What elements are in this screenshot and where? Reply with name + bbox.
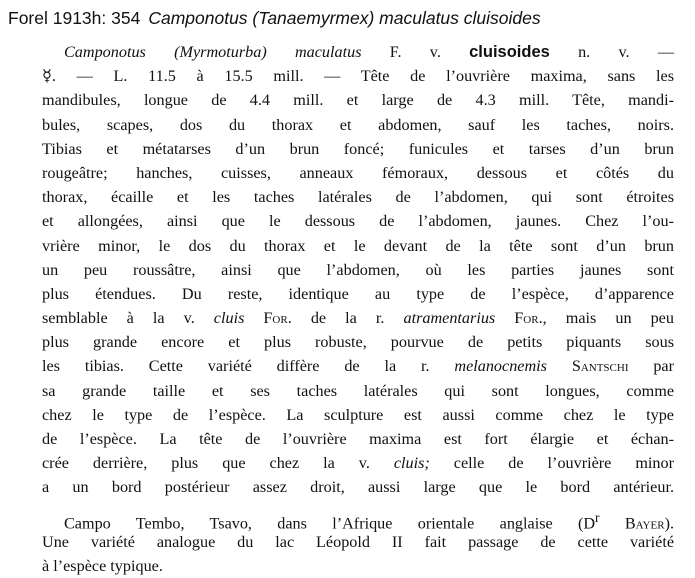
page-header (8, 8, 688, 29)
text-line: a un bord postérieur assez droit, aussi large que le bord antérieur. (42, 478, 674, 497)
text-line: plus grande encore et plus robuste, pourvue de petits piquants sous (42, 333, 674, 352)
citation: Forel 1913h: 354 (8, 8, 141, 28)
text-line: Camponotus (Myrmoturba) maculatus F. v. cluisoides n. v. — (64, 43, 675, 61)
locality-line: Campo Tembo, Tsavo, dans l’Afrique orientale anglaise ($D^r$ Bayer). (64, 509, 674, 532)
new-taxon-name: cluisoides (469, 43, 550, 61)
variety-name: cluis; (393, 454, 430, 473)
text-line: un peu roussâtre, ainsi que l’abdomen, où les parties jaunes sont (42, 260, 674, 279)
text-line: semblable à la v. cluis For. de la r. atramentarius For., mais un peu (42, 309, 674, 328)
text-line: rougeâtre; hanches, cuisses, anneaux fémoraux, dessous et côtés du (42, 163, 674, 182)
text-line: les tibias. Cette variété diffère de la r. melanocnemis Santschi par (42, 357, 675, 376)
text-line: thorax, écaille et les taches latérales de l’abdomen, qui sont étroites (42, 188, 674, 207)
variety-name: cluis (213, 309, 245, 328)
collector-name: Bayer (599, 513, 665, 532)
taxon-name: Camponotus (Myrmoturba) maculatus (64, 43, 362, 61)
race-name: atramentarius (403, 309, 496, 328)
author-name: For (244, 309, 288, 328)
locality-line: Une variété analogue du lac Léopold II fait passage de cette variété (42, 532, 674, 551)
locality-line: à l’espèce typique. (42, 556, 163, 575)
text-line: bules, scapes, dos du thorax et abdomen, sauf les taches, noirs. (42, 115, 674, 134)
text-line: ☿. — L. 11.5 à 15.5 mill. — Tête de l’ouvrière maxima, sans les (42, 67, 674, 86)
header-taxon-name: Camponotus (Tanaemyrmex) maculatus cluisoides (148, 8, 541, 28)
author-name: Santschi (546, 357, 629, 376)
description-text (42, 40, 674, 578)
text-line: et allongées, ainsi que le dessous de l’abdomen, jaunes. Chez l’ou- (42, 212, 674, 231)
text-line: Tibias et métatarses d’un brun foncé; funicules et tarses d’un brun (42, 139, 674, 158)
text-line: crée derrière, plus que chez la v. cluis; celle de l’ouvrière minor (42, 454, 675, 473)
race-name: melanocnemis (454, 357, 547, 376)
author-name: For (495, 309, 539, 328)
text-line: mandibules, longue de 4.4 mill. et large de 4.3 mill. Tête, mandi- (42, 91, 674, 110)
text-line: plus étendues. Du reste, identique au type de l’espèce, d’apparence (42, 284, 674, 303)
text-line: de l’espèce. La tête de l’ouvrière maxima est fort élargie et échan- (42, 430, 674, 448)
text-line: vrière minor, le dos du thorax et le devant de la tête sont d’un brun (42, 236, 674, 255)
text-line: sa grande taille et ses taches latérales qui sont longues, comme (42, 381, 674, 400)
text-line: chez le type de l’espèce. La sculpture est aussi comme chez le type (42, 405, 674, 424)
